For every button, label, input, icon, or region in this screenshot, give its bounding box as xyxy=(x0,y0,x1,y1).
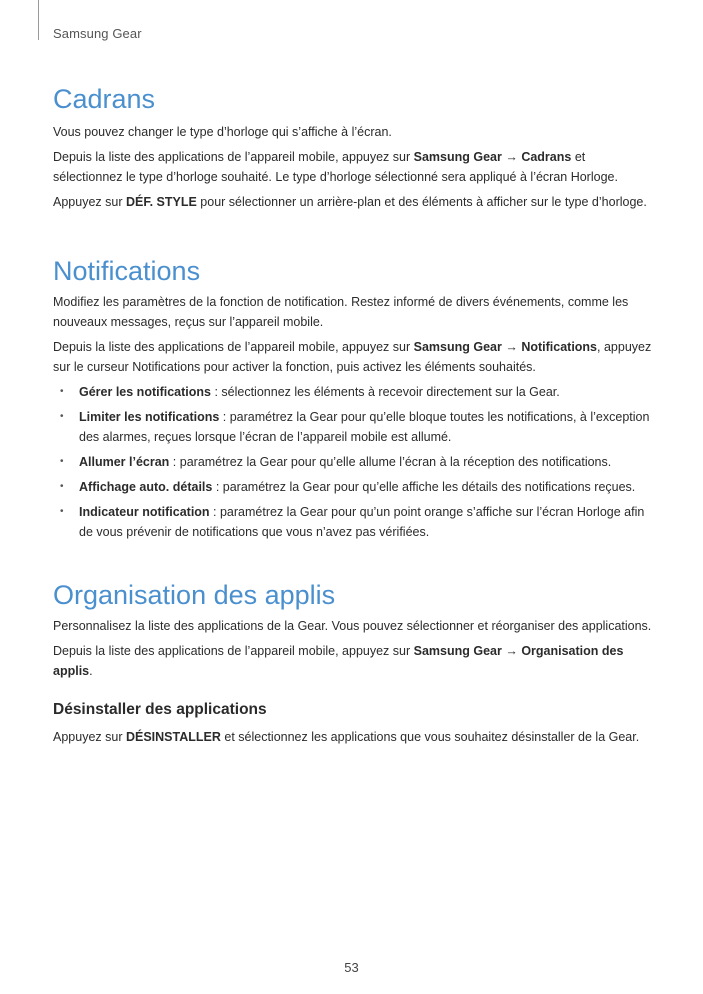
paragraph: Vous pouvez changer le type d’horloge qui s’affiche à l’écran. xyxy=(53,125,392,139)
paragraph: Depuis la liste des applications de l’appareil mobile, appuyez sur Samsung Gear → Cadrans et sélectionnez le type d’horloge souhaité. Le type d’horloge sélectionné sera appliqué à l’écran Horloge. xyxy=(53,150,618,184)
section-cadrans xyxy=(53,80,653,212)
arrow-icon: → xyxy=(501,644,522,658)
list-item: • Limiter les notifications : paramétrez la Gear pour qu’elle bloque toutes les notifications, à l’exception des alarmes, reçues lorsque l’écran de l’appareil mobile est allumé. xyxy=(53,407,653,447)
arrow-icon: → xyxy=(501,150,522,164)
bullet-icon: • xyxy=(60,456,64,467)
bullet-icon: • xyxy=(60,386,64,397)
section-title-organisation: Organisation des applis xyxy=(53,580,336,610)
paragraph: Depuis la liste des applications de l’appareil mobile, appuyez sur Samsung Gear → Notifications, appuyez sur le curseur Notifications pour activer la fonction, puis activez les éléments souhaités. xyxy=(53,340,652,374)
list-item: • Affichage auto. détails : paramétrez la Gear pour qu’elle affiche les détails des notifications reçues. xyxy=(53,477,653,497)
list-item: • Allumer l’écran : paramétrez la Gear pour qu’elle allume l’écran à la réception des notifications. xyxy=(53,452,653,472)
section-desinstaller xyxy=(53,699,653,747)
page-number: 53 xyxy=(344,960,359,975)
menu-path-cadrans: Cadrans xyxy=(521,150,572,164)
menu-path-samsung-gear: Samsung Gear xyxy=(413,644,502,658)
menu-path-organisation: Organisation des applis xyxy=(53,644,624,678)
header-rule xyxy=(38,0,39,40)
paragraph: Modifiez les paramètres de la fonction de notification. Restez informé de divers événements, comme les nouveaux messages, reçus sur l’appareil mobile. xyxy=(53,295,629,329)
section-notifications xyxy=(53,252,653,542)
bullet-icon: • xyxy=(60,411,64,422)
bullet-icon: • xyxy=(60,481,64,492)
page-content xyxy=(53,80,653,752)
running-header: Samsung Gear xyxy=(53,26,142,41)
button-label-desinstaller: DÉSINSTALLER xyxy=(125,730,221,744)
paragraph: Appuyez sur DÉF. STYLE pour sélectionner un arrière-plan et des éléments à afficher sur le type d’horloge. xyxy=(53,195,647,209)
section-organisation xyxy=(53,576,653,681)
menu-path-samsung-gear: Samsung Gear xyxy=(413,340,502,354)
subsection-title-desinstaller: Désinstaller des applications xyxy=(53,701,267,718)
paragraph: Appuyez sur DÉSINSTALLER et sélectionnez les applications que vous souhaitez désinstaller de la Gear. xyxy=(53,730,640,744)
section-title-cadrans: Cadrans xyxy=(53,84,156,114)
notification-options-list xyxy=(53,382,653,542)
button-label-def-style: DÉF. STYLE xyxy=(125,195,197,209)
menu-path-notifications: Notifications xyxy=(521,340,598,354)
menu-path-samsung-gear: Samsung Gear xyxy=(413,150,502,164)
arrow-icon: → xyxy=(501,340,522,354)
paragraph: Personnalisez la liste des applications de la Gear. Vous pouvez sélectionner et réorganiser des applications. xyxy=(53,619,652,633)
bullet-icon: • xyxy=(60,506,64,517)
list-item: • Gérer les notifications : sélectionnez les éléments à recevoir directement sur la Gear. xyxy=(53,382,653,402)
list-item: • Indicateur notification : paramétrez la Gear pour qu’un point orange s’affiche sur l’écran Horloge afin de vous prévenir de notifications que vous n’avez pas vérifiées. xyxy=(53,502,653,542)
section-title-notifications: Notifications xyxy=(53,256,201,286)
paragraph: Depuis la liste des applications de l’appareil mobile, appuyez sur Samsung Gear → Organisation des applis. xyxy=(53,644,624,678)
